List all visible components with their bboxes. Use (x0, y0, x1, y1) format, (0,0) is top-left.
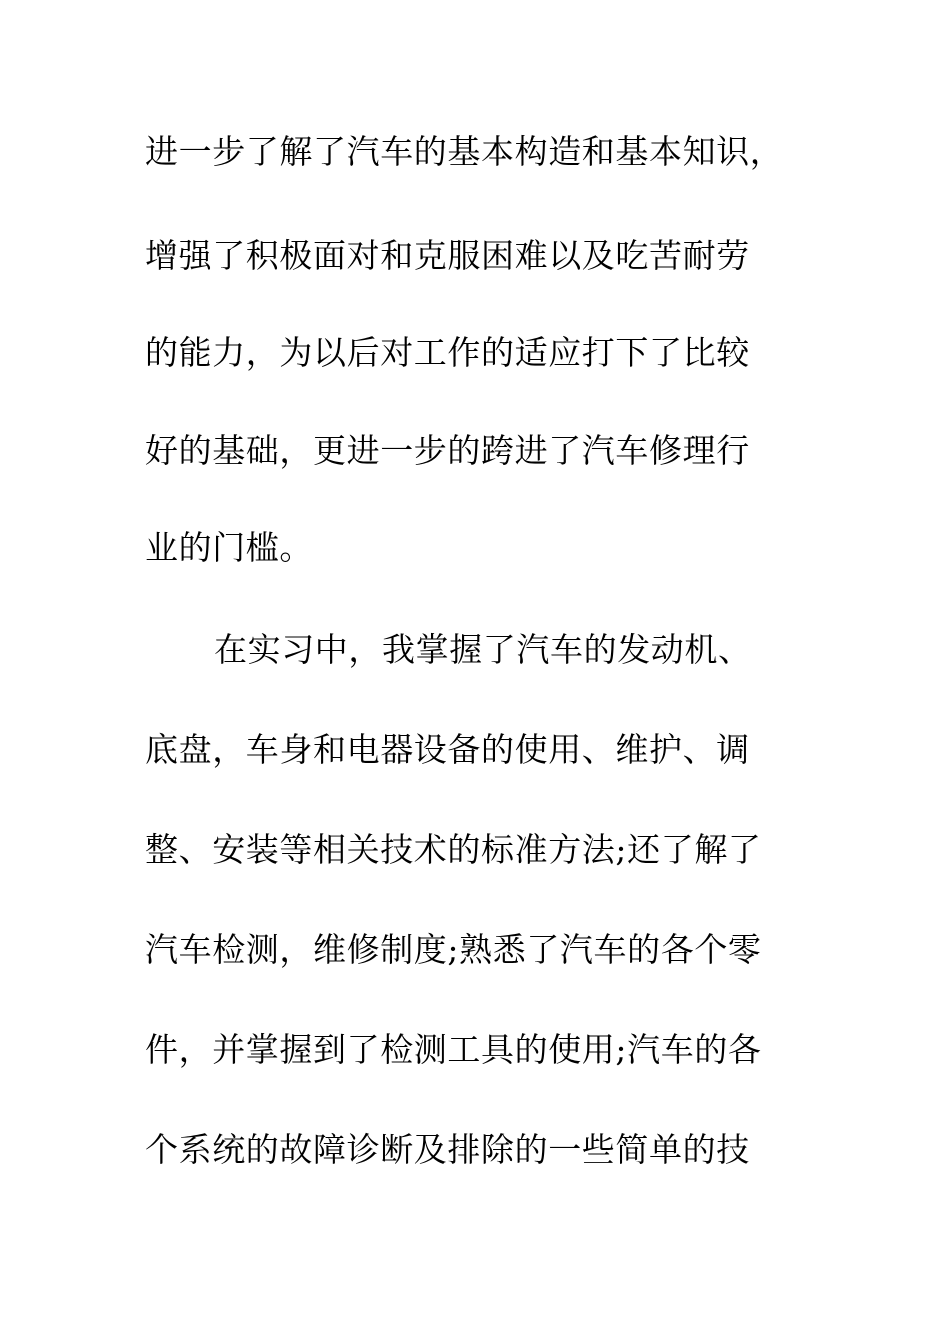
text-line: 底盘，车身和电器设备的使用、维护、调 (145, 730, 750, 769)
text-line: 的能力，为以后对工作的适应打下了比较 (145, 333, 750, 372)
text-line: 进一步了解了汽车的基本构造和基本知识， (145, 132, 784, 171)
text-line: 个系统的故障诊断及排除的一些简单的技 (145, 1130, 750, 1169)
text-line: 业的门槛。 (145, 528, 313, 567)
paragraph-first-line: 在实习中，我掌握了汽车的发动机、 (214, 630, 752, 669)
text-line: 件，并掌握到了检测工具的使用;汽车的各 (145, 1030, 762, 1069)
text-line: 整、安装等相关技术的标准方法;还了解了 (145, 830, 762, 869)
text-line: 好的基础，更进一步的跨进了汽车修理行 (145, 431, 750, 470)
text-line: 汽车检测，维修制度;熟悉了汽车的各个零 (145, 930, 762, 969)
text-line: 增强了积极面对和克服困难以及吃苦耐劳 (145, 236, 750, 275)
